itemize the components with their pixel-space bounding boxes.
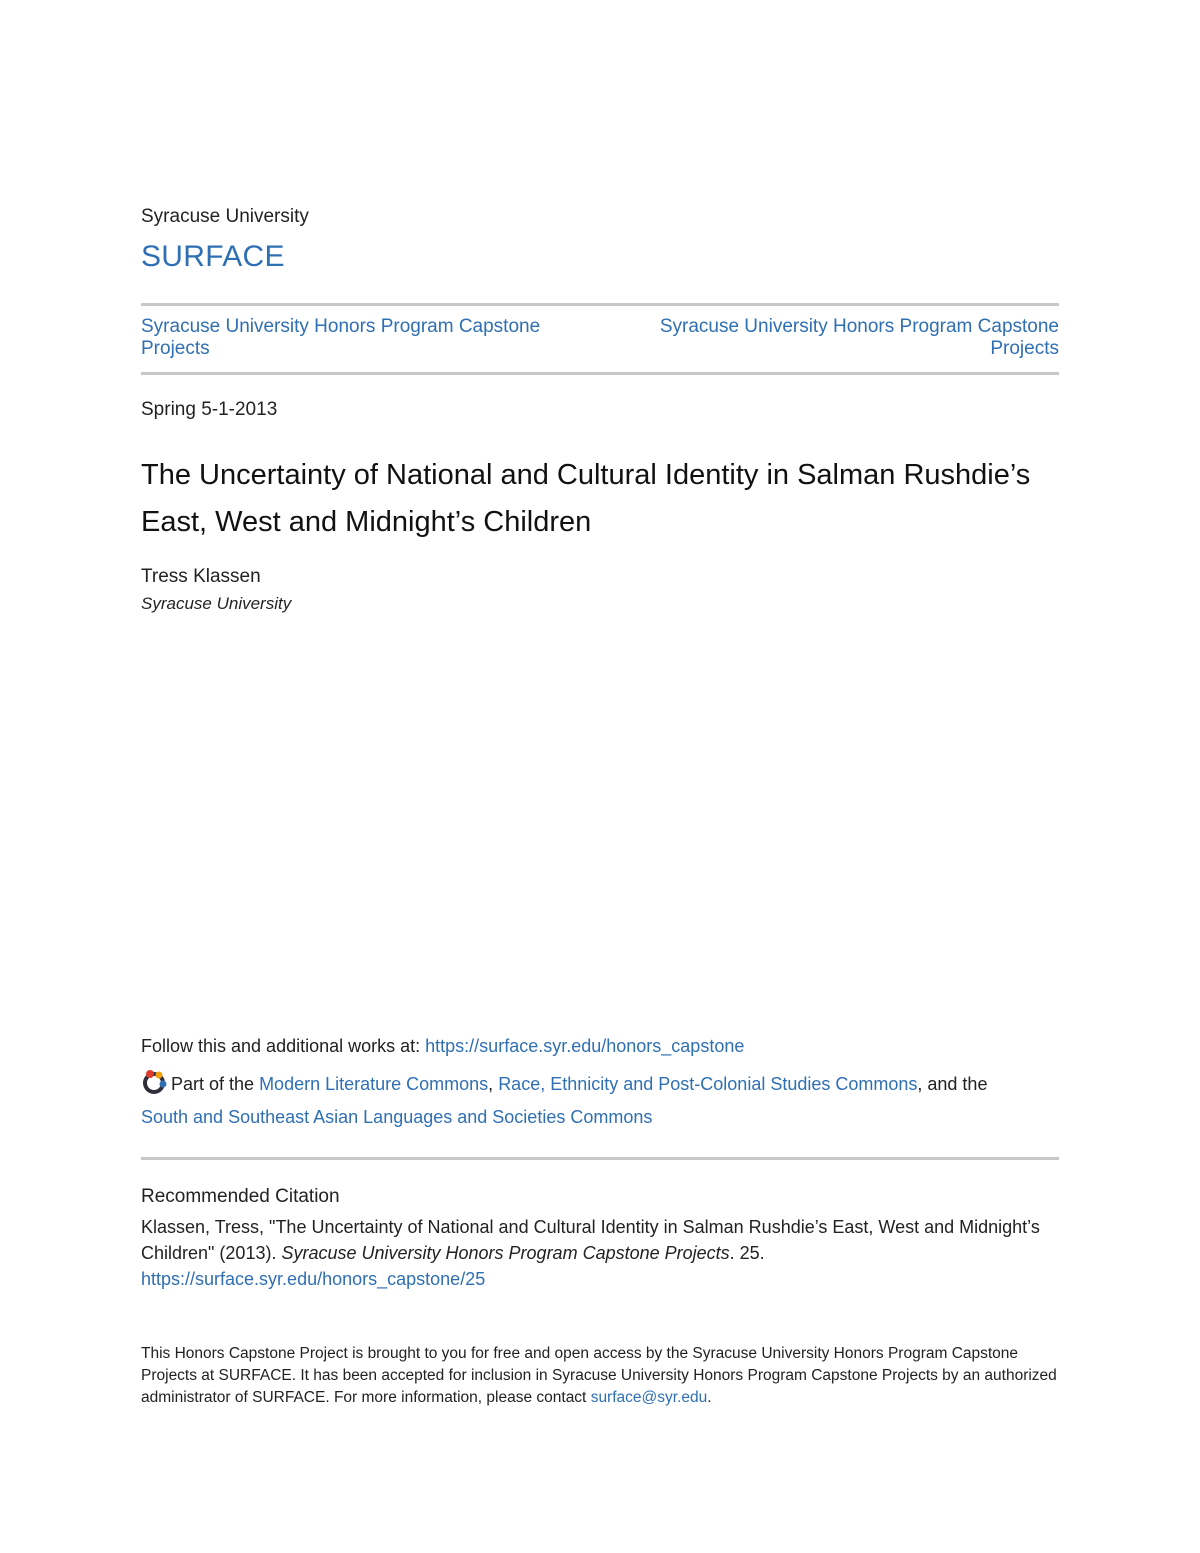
follow-line — [141, 1036, 744, 1057]
series-link-right[interactable]: Syracuse University Honors Program Capstone Projects — [659, 316, 1059, 359]
race-ethnicity-commons-link[interactable]: Race, Ethnicity and Post-Colonial Studies Commons — [498, 1074, 918, 1094]
author-name: Tress Klassen — [141, 566, 261, 587]
citation-number: . 25. — [729, 1243, 765, 1263]
access-statement — [141, 1343, 1061, 1409]
top-divider — [141, 303, 1059, 306]
partof-prefix: Part of the — [171, 1074, 260, 1094]
citation-body — [141, 1214, 1061, 1292]
publication-date: Spring 5-1-2013 — [141, 399, 278, 420]
follow-url-link[interactable]: https://surface.syr.edu/honors_capstone — [425, 1036, 745, 1056]
series-link-left[interactable]: Syracuse University Honors Program Capstone Projects — [141, 316, 541, 359]
citation-text: Klassen, Tress, "The Uncertainty of National and Cultural Identity in Salman Rushdie’s East, West and Midnight’s Children" (2013). — [141, 1217, 1040, 1263]
citation-url-link[interactable]: https://surface.syr.edu/honors_capstone/25 — [141, 1269, 486, 1289]
network-commons-icon — [141, 1069, 167, 1095]
follow-prefix: Follow this and additional works at: — [141, 1036, 426, 1056]
south-asian-languages-commons-link[interactable]: South and Southeast Asian Languages and Societies Commons — [141, 1107, 653, 1127]
contact-email-link[interactable]: surface@syr.edu — [590, 1389, 708, 1406]
partof-sep1: , — [488, 1074, 499, 1094]
repository-link[interactable]: SURFACE — [141, 240, 285, 273]
part-of-commons — [141, 1068, 1061, 1134]
partof-sep2: , and the — [917, 1074, 988, 1094]
author-affiliation: Syracuse University — [141, 594, 292, 613]
institution-name: Syracuse University — [141, 206, 309, 227]
modern-literature-commons-link[interactable]: Modern Literature Commons — [259, 1074, 489, 1094]
recommended-citation-heading: Recommended Citation — [141, 1186, 340, 1207]
access-statement-end: . — [707, 1389, 712, 1406]
document-title: The Uncertainty of National and Cultural Identity in Salman Rushdie’s East, West and Midnight’s Children — [141, 459, 1031, 538]
citation-series-title: Syracuse University Honors Program Capstone Projects — [281, 1243, 730, 1263]
series-divider — [141, 372, 1059, 375]
citation-divider — [141, 1157, 1059, 1160]
access-statement-text: This Honors Capstone Project is brought to you for free and open access by the Syracuse University Honors Program Capstone Projects at SURFACE. It has been accepted for inclusion in Syracuse University Honors Program Capstone Projects by an authorized administrator of SURFACE. For more information, please contact — [141, 1345, 1057, 1406]
